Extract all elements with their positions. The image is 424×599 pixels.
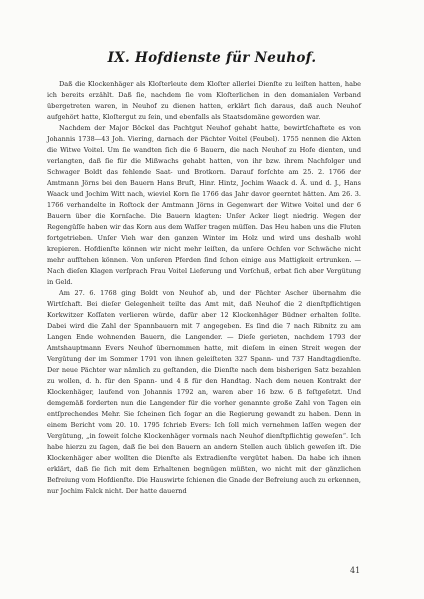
page-number: 41 (350, 566, 361, 575)
body-text (47, 79, 361, 497)
page-title: IX. Hofdienste für Neuhof. (107, 50, 317, 66)
paragraph: Daß die Klockenhäger als Kloſterleute dem Kloſter allerlei Dienſte zu leiſten hatten, habe ich bereits erzählt. Daß ſie, nachdem ſie vom Kloſterlichen in den domanialen Verband übergetreten waren, in Neuhof zu dienen hatten, erklärt ſich daraus, daß auch Neuhof aufgehört hatte, Kloſtergut zu ſein, und ebenfalls als Staatsdomäne geworden war. (47, 80, 361, 121)
paragraph: Am 27. 6. 1768 ging Boldt von Neuhof ab, und der Pächter Ascher übernahm die Wirtſchaft. Bei dieſer Gelegenheit teilte das Amt mit, daß Neuhof die 2 dienſtpflichtigen Korkwitzer Koſſaten verlieren würde, dafür aber 12 Klockenhäger Büdner erhalten ſollte. Dabei wird die Zahl der Spannbauern mit 7 angegeben. Es ſind die 7 nach Ribnitz zu am Langen Ende wohnenden Bauern, die Langender. — Dieſe gerieten, nachdem 1793 der Amtshauptmann Evers Neuhof übernommen hatte, mit dieſem in einen Streit wegen der Vergütung der im Sommer 1791 von ihnen geleiſteten 327 Spann- und 737 Handtagdienſte. Der neue Pächter war nämlich zu geſtanden, die Dienſte nach dem bisherigen Satz bezahlen zu wollen, d. h. für den Spann- und 4 ß für den Handtag. Nach dem neuen Kontrakt der Klockenhäger, laufend von Johannis 1792 an, waren aber 16 bzw. 6 ß feſtgeſetzt. Und demgemäß forderten nun die Langender für die vorher genannte große Zahl von Tagen ein entſprechendes Mehr. Sie ſcheinen ſich ſogar an die Regierung gewandt zu haben. Denn in einem Bericht vom 20. 10. 1795 ſchrieb Evers: Ich ſoll mich vernehmen laſſen wegen der Vergütung, „in ſoweit ſolche Klockenhäger vormals nach Neuhof dienſtpflichtig geweſen“. Ich habe hierzu zu ſagen, daß ſie bei den Bauern an andern Stellen auch üblich geweſen iſt. Die Klockenhäger aber wollten die Dienſte als Extradienſte vergütet haben. Da habe ich ihnen erklärt, daß ſie ſich mit dem Erhaltenen begnügen müßten, wo nicht mit der gänzlichen Befreiung vom Hofdienſte. Die Hauswirte ſchienen die Gnade der Befreiung auch zu erkennen, nur Jochim Falck nicht. Der hatte dauernd (47, 289, 361, 495)
paragraph: Nachdem der Major Böckel das Pachtgut Neuhof gehabt hatte, bewirtſchaftete es von Johannis 1738—43 Joh. Viering, darnach der Pächter Voitel (Feubel). 1755 nennen die Akten die Witwe Voitel. Um ſie wandten ſich die 6 Bauern, die nach Neuhof zu Hofe dienten, und verlangten, daß ſie für die Mißwachs gehabt hatten, von ihr bzw. ihrem Nachfolger und Schwager Boldt das fehlende Saat- und Brotkorn. Darauf forſchte am 25. 2. 1766 der Amtmann Jörns bei den Bauern Hans Bruſt, Hinr. Hintz, Jochim Waack d. Ä. und d. J., Hans Waack und Jochim Witt nach, wieviel Korn ſie 1766 das Jahr davor geerntet hätten. Am 26. 3. 1766 verhandelte in Roſtock der Amtmann Jörns in Gegenwart der Witwe Voitel und der 6 Bauern über die Kornſache. Die Bauern klagten: Unſer Acker liegt niedrig. Wegen der Regengüſſe haben wir das Korn aus dem Waſſer tragen müſſen. Das Heu haben uns die Fluten fortgetrieben. Unſer Vieh war den ganzen Winter im Holz und wird uns deshalb wohl krepieren. Hofdienſte können wir nicht mehr leiſten, da unſere Ochſen vor Schwäche nicht mehr aufſtehen können. Von unſeren Pferden ſind ſchon einige aus Mattigkeit ertrunken. — Nach dieſen Klagen verſprach Frau Voitel Lieferung und Vorſchuß, erbat ſich aber Vergütung in Geld. (47, 124, 361, 286)
